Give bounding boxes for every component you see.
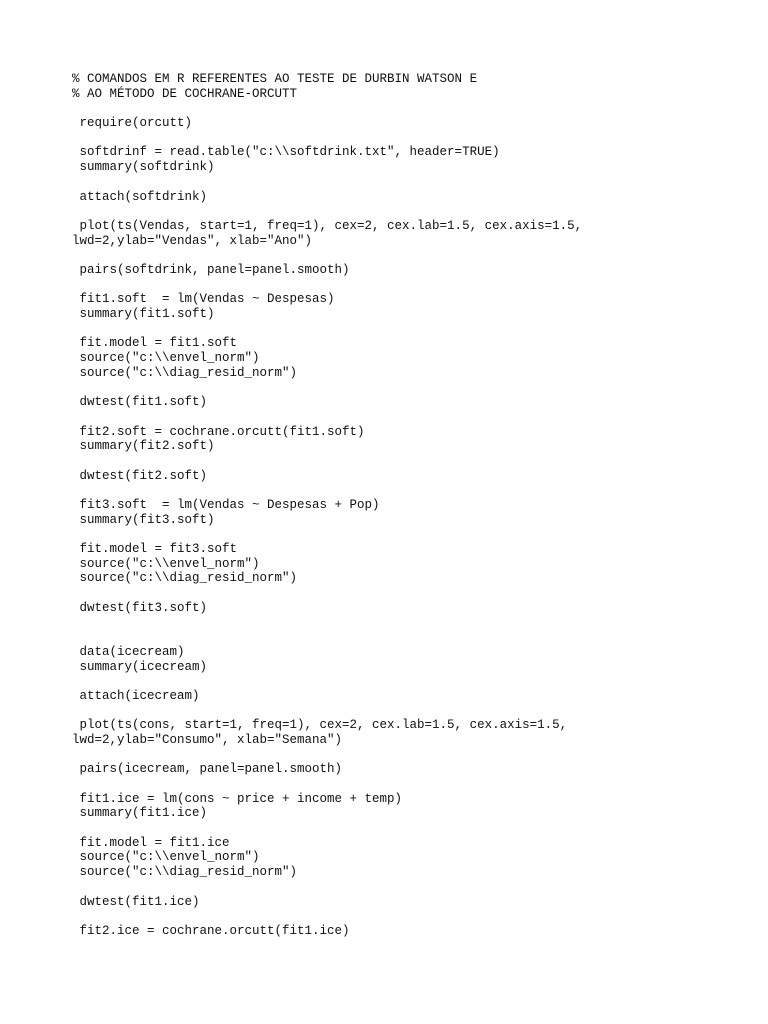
r-code-listing	[72, 72, 732, 939]
code-line	[72, 748, 732, 763]
code-line	[72, 278, 732, 293]
code-line: pairs(icecream, panel=panel.smooth)	[72, 762, 343, 777]
code-line: plot(ts(Vendas, start=1, freq=1), cex=2, cex.lab=1.5, cex.axis=1.5,	[72, 218, 583, 233]
code-line: summary(softdrink)	[72, 160, 215, 175]
code-line: source("c:\\envel_norm")	[72, 850, 260, 865]
code-line: source("c:\\envel_norm")	[72, 351, 260, 366]
code-line: summary(fit3.soft)	[72, 512, 215, 527]
code-line: require(orcutt)	[72, 116, 193, 131]
code-line	[72, 101, 732, 116]
code-line	[72, 527, 732, 542]
code-line: lwd=2,ylab="Consumo", xlab="Semana")	[72, 732, 343, 747]
code-line: fit.model = fit1.ice	[72, 835, 230, 850]
code-line: fit2.soft = cochrane.orcutt(fit1.soft)	[72, 424, 365, 439]
code-line: data(icecream)	[72, 644, 185, 659]
code-line: attach(softdrink)	[72, 189, 208, 204]
code-line: fit1.ice = lm(cons ~ price + income + temp)	[72, 791, 403, 806]
code-line: % AO MÉTODO DE COCHRANE-ORCUTT	[72, 86, 298, 101]
code-line: dwtest(fit1.ice)	[72, 894, 200, 909]
code-line: fit.model = fit1.soft	[72, 336, 238, 351]
code-line: source("c:\\diag_resid_norm")	[72, 365, 298, 380]
code-line	[72, 909, 732, 924]
code-line: summary(icecream)	[72, 659, 208, 674]
code-line	[72, 483, 732, 498]
code-line	[72, 454, 732, 469]
code-line: lwd=2,ylab="Vendas", xlab="Ano")	[72, 233, 313, 248]
code-line: % COMANDOS EM R REFERENTES AO TESTE DE DURBIN WATSON E	[72, 72, 478, 86]
code-line	[72, 248, 732, 263]
code-line: softdrinf = read.table("c:\\softdrink.txt", header=TRUE)	[72, 145, 500, 160]
code-line	[72, 880, 732, 895]
code-line: dwtest(fit2.soft)	[72, 468, 208, 483]
code-line	[72, 777, 732, 792]
code-line	[72, 821, 732, 836]
code-line	[72, 704, 732, 719]
code-line	[72, 586, 732, 601]
code-line: plot(ts(cons, start=1, freq=1), cex=2, cex.lab=1.5, cex.axis=1.5,	[72, 718, 568, 733]
code-line	[72, 630, 732, 645]
code-line: summary(fit1.ice)	[72, 806, 208, 821]
code-line	[72, 615, 732, 630]
code-line: pairs(softdrink, panel=panel.smooth)	[72, 262, 350, 277]
code-line	[72, 131, 732, 146]
code-line: fit3.soft = lm(Vendas ~ Despesas + Pop)	[72, 497, 380, 512]
code-line	[72, 175, 732, 190]
code-line	[72, 410, 732, 425]
code-line: attach(icecream)	[72, 688, 200, 703]
code-line	[72, 380, 732, 395]
code-line: summary(fit2.soft)	[72, 439, 215, 454]
code-line: fit1.soft = lm(Vendas ~ Despesas)	[72, 292, 335, 307]
code-line	[72, 204, 732, 219]
code-line: summary(fit1.soft)	[72, 307, 215, 321]
code-line: source("c:\\envel_norm")	[72, 556, 260, 571]
code-line: dwtest(fit1.soft)	[72, 395, 208, 410]
code-line: fit.model = fit3.soft	[72, 542, 238, 556]
code-line: fit2.ice = cochrane.orcutt(fit1.ice)	[72, 923, 350, 938]
code-line	[72, 322, 732, 337]
code-line: source("c:\\diag_resid_norm")	[72, 571, 298, 586]
code-line	[72, 674, 732, 689]
code-line: source("c:\\diag_resid_norm")	[72, 865, 298, 880]
code-line: dwtest(fit3.soft)	[72, 600, 208, 615]
